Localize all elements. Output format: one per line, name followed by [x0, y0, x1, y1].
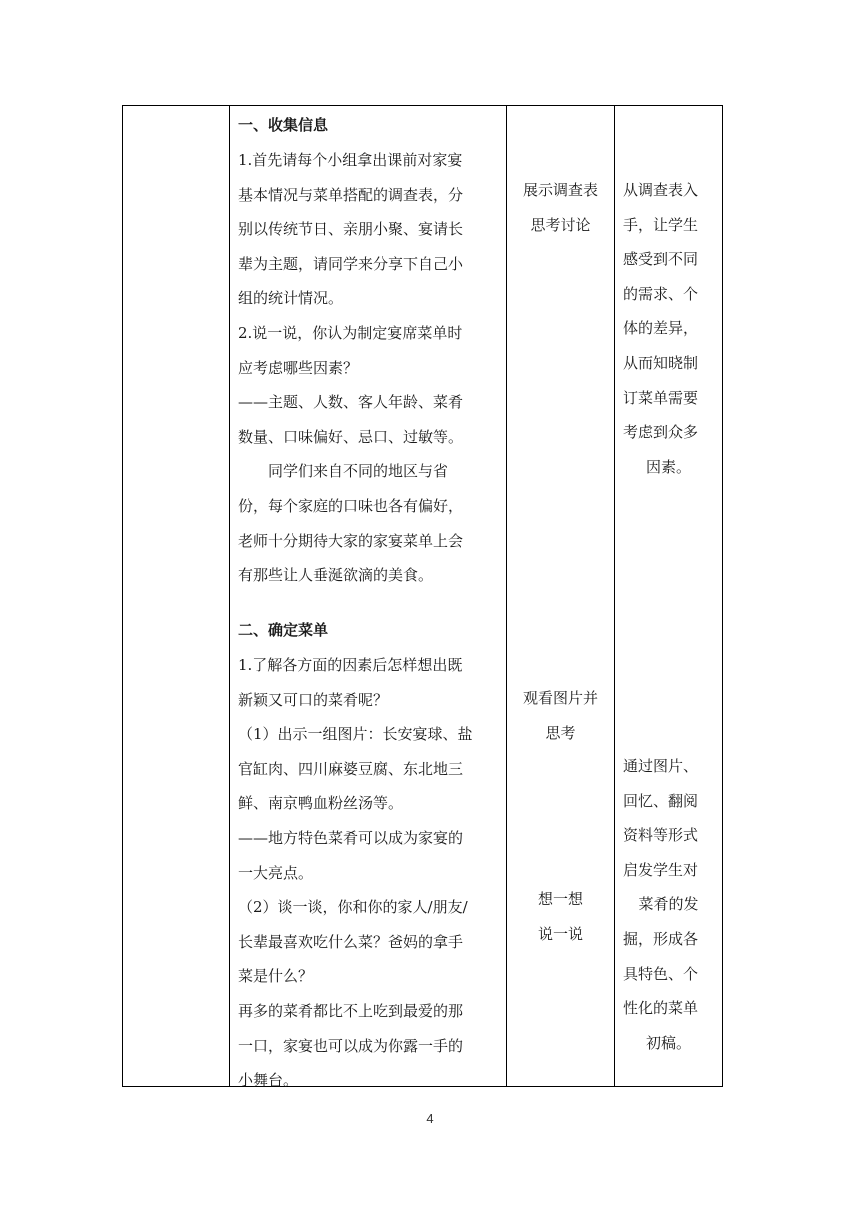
- content-line: 有那些让人垂涎欲滴的美食。: [238, 566, 434, 585]
- content-line: （2）谈一谈，你和你的家人/朋友/: [238, 898, 468, 917]
- page-number: 4: [426, 1111, 434, 1126]
- purpose-line: 资料等形式: [623, 826, 699, 845]
- content-line: 官缸肉、四川麻婆豆腐、东北地三: [238, 759, 464, 778]
- purpose-line: 从调查表入: [623, 181, 699, 199]
- content-line: ——主题、人数、客人年龄、菜肴: [238, 393, 464, 412]
- activity-line: 观看图片并: [522, 689, 598, 707]
- content-line: 辈为主题，请同学来分享下自己小: [238, 254, 464, 273]
- purpose-line: 感受到不同: [623, 250, 699, 269]
- section-heading: 一、收集信息: [238, 116, 329, 134]
- content-line: 份，每个家庭的口味也各有偏好，: [238, 497, 464, 515]
- content-line: 应考虑哪些因素？: [238, 358, 359, 377]
- content-line: 小舞台。: [238, 1071, 299, 1090]
- purpose-line: 的需求、个: [623, 284, 699, 303]
- content-line: ——地方特色菜肴可以成为家宴的: [238, 829, 464, 847]
- activity-line: 思考: [545, 723, 576, 742]
- purpose-line: 通过图片、: [623, 757, 699, 775]
- content-line: 长辈最喜欢吃什么菜？爸妈的拿手: [238, 932, 464, 951]
- purpose-line: 初稿。: [645, 1033, 691, 1052]
- content-line: 组的统计情况。: [238, 289, 344, 308]
- purpose-line: 具特色、个: [623, 964, 699, 983]
- content-line: 再多的菜肴都比不上吃到最爱的那: [238, 1002, 464, 1020]
- content-line: 一口，家宴也可以成为你露一手的: [238, 1036, 464, 1055]
- content-line: 同学们来自不同的地区与省: [238, 462, 449, 481]
- content-line: 别以传统节日、亲朋小聚、宴请长: [238, 220, 464, 239]
- purpose-line: 从而知晓制: [623, 354, 699, 372]
- purpose-line: 启发学生对: [623, 860, 699, 879]
- content-line: （1）出示一组图片：长安宴球、盐: [238, 725, 473, 744]
- content-line: 老师十分期待大家的家宴菜单上会: [238, 531, 464, 550]
- content-line: 一大亮点。: [238, 863, 314, 882]
- activity-line: 展示调查表: [522, 181, 598, 199]
- content-line: 1.首先请每个小组拿出课前对家宴: [238, 151, 463, 169]
- purpose-line: 因素。: [645, 457, 691, 476]
- activity-line: 想一想: [537, 890, 583, 908]
- lesson-plan-table: [122, 105, 723, 1090]
- purpose-line: 考虑到众多: [623, 423, 699, 442]
- activity-line: 思考讨论: [530, 215, 591, 234]
- purpose-line: 菜肴的发: [638, 895, 699, 914]
- teaching-content-cell: [230, 106, 507, 1090]
- content-line: 鲜、南京鸭血粉丝汤等。: [238, 794, 404, 813]
- design-purpose-cell: [615, 106, 723, 1087]
- activity-line: 说一说: [537, 924, 583, 943]
- section-heading: 二、确定菜单: [238, 621, 329, 639]
- content-line: 基本情况与菜单搭配的调查表，分: [238, 185, 464, 204]
- purpose-line: 掘，形成各: [623, 930, 699, 948]
- purpose-line: 体的差异，: [623, 319, 699, 338]
- purpose-line: 回忆、翻阅: [623, 791, 699, 810]
- purpose-line: 手，让学生: [623, 215, 699, 234]
- content-line: 2.说一说，你认为制定宴席菜单时: [238, 324, 463, 342]
- empty-column-cell: [123, 106, 230, 1087]
- content-line: 菜是什么？: [238, 967, 314, 986]
- student-activity-cell: [507, 106, 615, 1087]
- purpose-line: 订菜单需要: [623, 388, 699, 407]
- content-line: 1.了解各方面的因素后怎样想出既: [238, 656, 463, 674]
- content-line: 新颖又可口的菜肴呢？: [238, 690, 389, 709]
- purpose-line: 性化的菜单: [623, 999, 699, 1018]
- content-line: 数量、口味偏好、忌口、过敏等。: [238, 427, 464, 446]
